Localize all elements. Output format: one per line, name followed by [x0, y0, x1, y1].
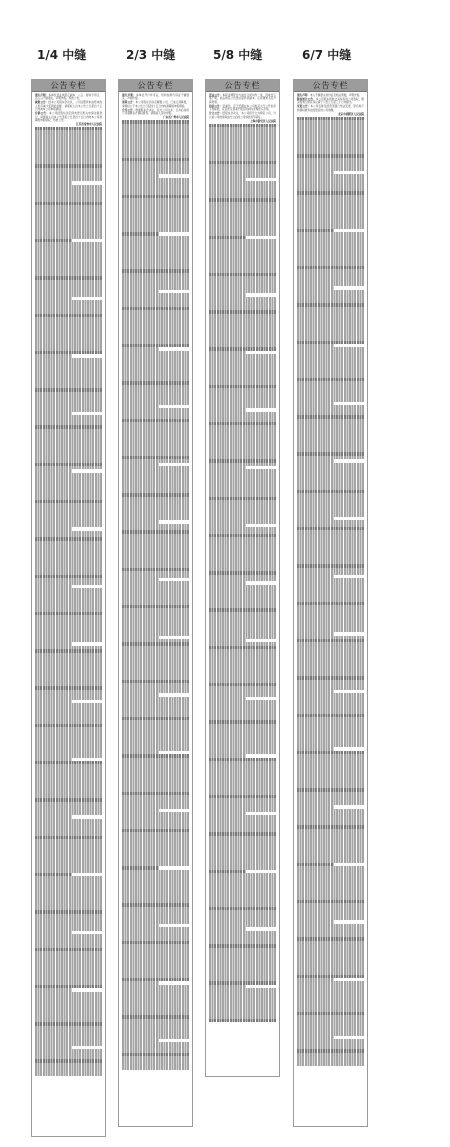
- notice-text: 本单位开户许可证、机构信用代码证不慎遗失，声明作废。: [122, 94, 190, 101]
- notice-lead: 注销公告：: [35, 112, 50, 116]
- notice-item: [35, 101, 102, 111]
- notice-column-1-4: [31, 79, 106, 1137]
- small-print-block: [209, 124, 276, 1023]
- notice-lead: 送达公告：: [209, 94, 223, 97]
- notice-item: [122, 94, 189, 101]
- small-print-block: [122, 120, 189, 1069]
- notice-lead: 股权转让公告：: [297, 98, 316, 101]
- notice-text: 本人不慎遗失身份证及相关票据，声明作废。: [309, 94, 362, 97]
- notice-signature: 上海市静安区人民法院: [250, 119, 276, 123]
- small-print-block: [297, 117, 364, 1066]
- notice-lead: 清算公告：: [122, 101, 136, 105]
- small-print-block: [35, 127, 102, 1076]
- column-body: [294, 92, 367, 1066]
- notice-text: 本公司经股东决定拟向登记机关申请注销登记，请债权人自本公告见报之日起四十五日内向本公司清算组申报债权，特此公告。: [35, 112, 103, 123]
- notice-item: [35, 112, 102, 122]
- small-print-line: [35, 1073, 102, 1076]
- notice-signature: 北京市朝阳区人民法院: [338, 112, 364, 116]
- notice-lead: 遗失声明：: [297, 94, 310, 97]
- notice-lead: 遗失声明：: [122, 94, 137, 97]
- notice-text: 根据股东会决议，双方公司合并，合并后存续公司承继各方债权债务，请债权人及时申报。: [122, 108, 190, 116]
- column-header: 公告专栏: [32, 80, 105, 92]
- notice-column-5-8: [205, 79, 280, 1077]
- notice-lead: 拍卖公告：: [209, 104, 223, 108]
- notice-text: 本公司股东会决定解散公司，已成立清算组，请债权人于本公告之日起四十五日内向清算组申报债权。: [122, 101, 190, 108]
- notice-item: [297, 94, 364, 97]
- column-header: 公告专栏: [119, 80, 192, 92]
- small-print-line: [122, 1066, 189, 1069]
- notice-lead: 分立公告：: [209, 112, 223, 116]
- notice-lead: 变更公告：: [297, 105, 311, 109]
- notice-item: [209, 105, 276, 112]
- small-print-line: [297, 1063, 364, 1066]
- notice-item: [209, 112, 276, 119]
- notice-text: 经股东会决议，本公司拟分立为两家公司，分立前公司的债务由分立后的公司承担连带责任。: [209, 112, 277, 119]
- column-header: 公告专栏: [294, 80, 367, 92]
- column-body: [32, 92, 105, 1076]
- column-title-5-8: 5/8 中缝: [213, 48, 263, 62]
- column-body: [119, 92, 192, 1070]
- notice-item: [35, 94, 102, 101]
- notice-column-2-3: [118, 79, 193, 1127]
- notice-text: 本公司名称及经营范围已依法变更，原名称下的债权债务由变更后的公司承继。: [297, 105, 365, 112]
- notice-text: 本公司股东拟转让其持有的公司股权，相关权利人如有异议请于公告之日起三十日内提出。: [297, 98, 365, 105]
- column-title-2-3: 2/3 中缝: [126, 48, 176, 62]
- notice-item: [209, 94, 276, 104]
- notice-item: [122, 101, 189, 108]
- notice-column-6-7: [293, 79, 368, 1127]
- notice-lead: 合并公告：: [122, 108, 136, 112]
- notice-item: [297, 105, 364, 112]
- column-title-1-4: 1/4 中缝: [37, 48, 87, 62]
- notice-text: 本单位营业执照正副本、公章、财务专用章、法人章不慎遗失，声明作废。特此公告。: [35, 94, 103, 101]
- notice-item: [297, 98, 364, 105]
- notice-signature: 江苏省常州市人民法院: [76, 123, 102, 127]
- small-print-line: [209, 1019, 276, 1022]
- column-body: [206, 92, 279, 1022]
- column-header: 公告专栏: [206, 80, 279, 92]
- column-title-6-7: 6/7 中缝: [302, 48, 352, 62]
- notice-lead: 遗失声明：: [35, 94, 49, 97]
- notice-text: 本院受理原告与被告合同纠纷一案，因被告下落不明，依法向其公告送达起诉状副本、应诉通知书及开庭传票。: [209, 94, 277, 104]
- notice-text: 受委托，定于近期在本公司拍卖大厅公开拍卖下列标的，有意竞买者请于规定时间内办理竞买手续。: [209, 104, 277, 112]
- notice-text: 经本公司股东会决议，公司注册资本由原来的人民币减少至新的金额，请债权人自本公告之日起四十五日内向本公司申报债权。: [35, 101, 103, 112]
- notice-lead: 减资公告：: [35, 101, 49, 105]
- notice-signature: 广东省广州市人民法院: [163, 116, 189, 120]
- notice-item: [122, 109, 189, 116]
